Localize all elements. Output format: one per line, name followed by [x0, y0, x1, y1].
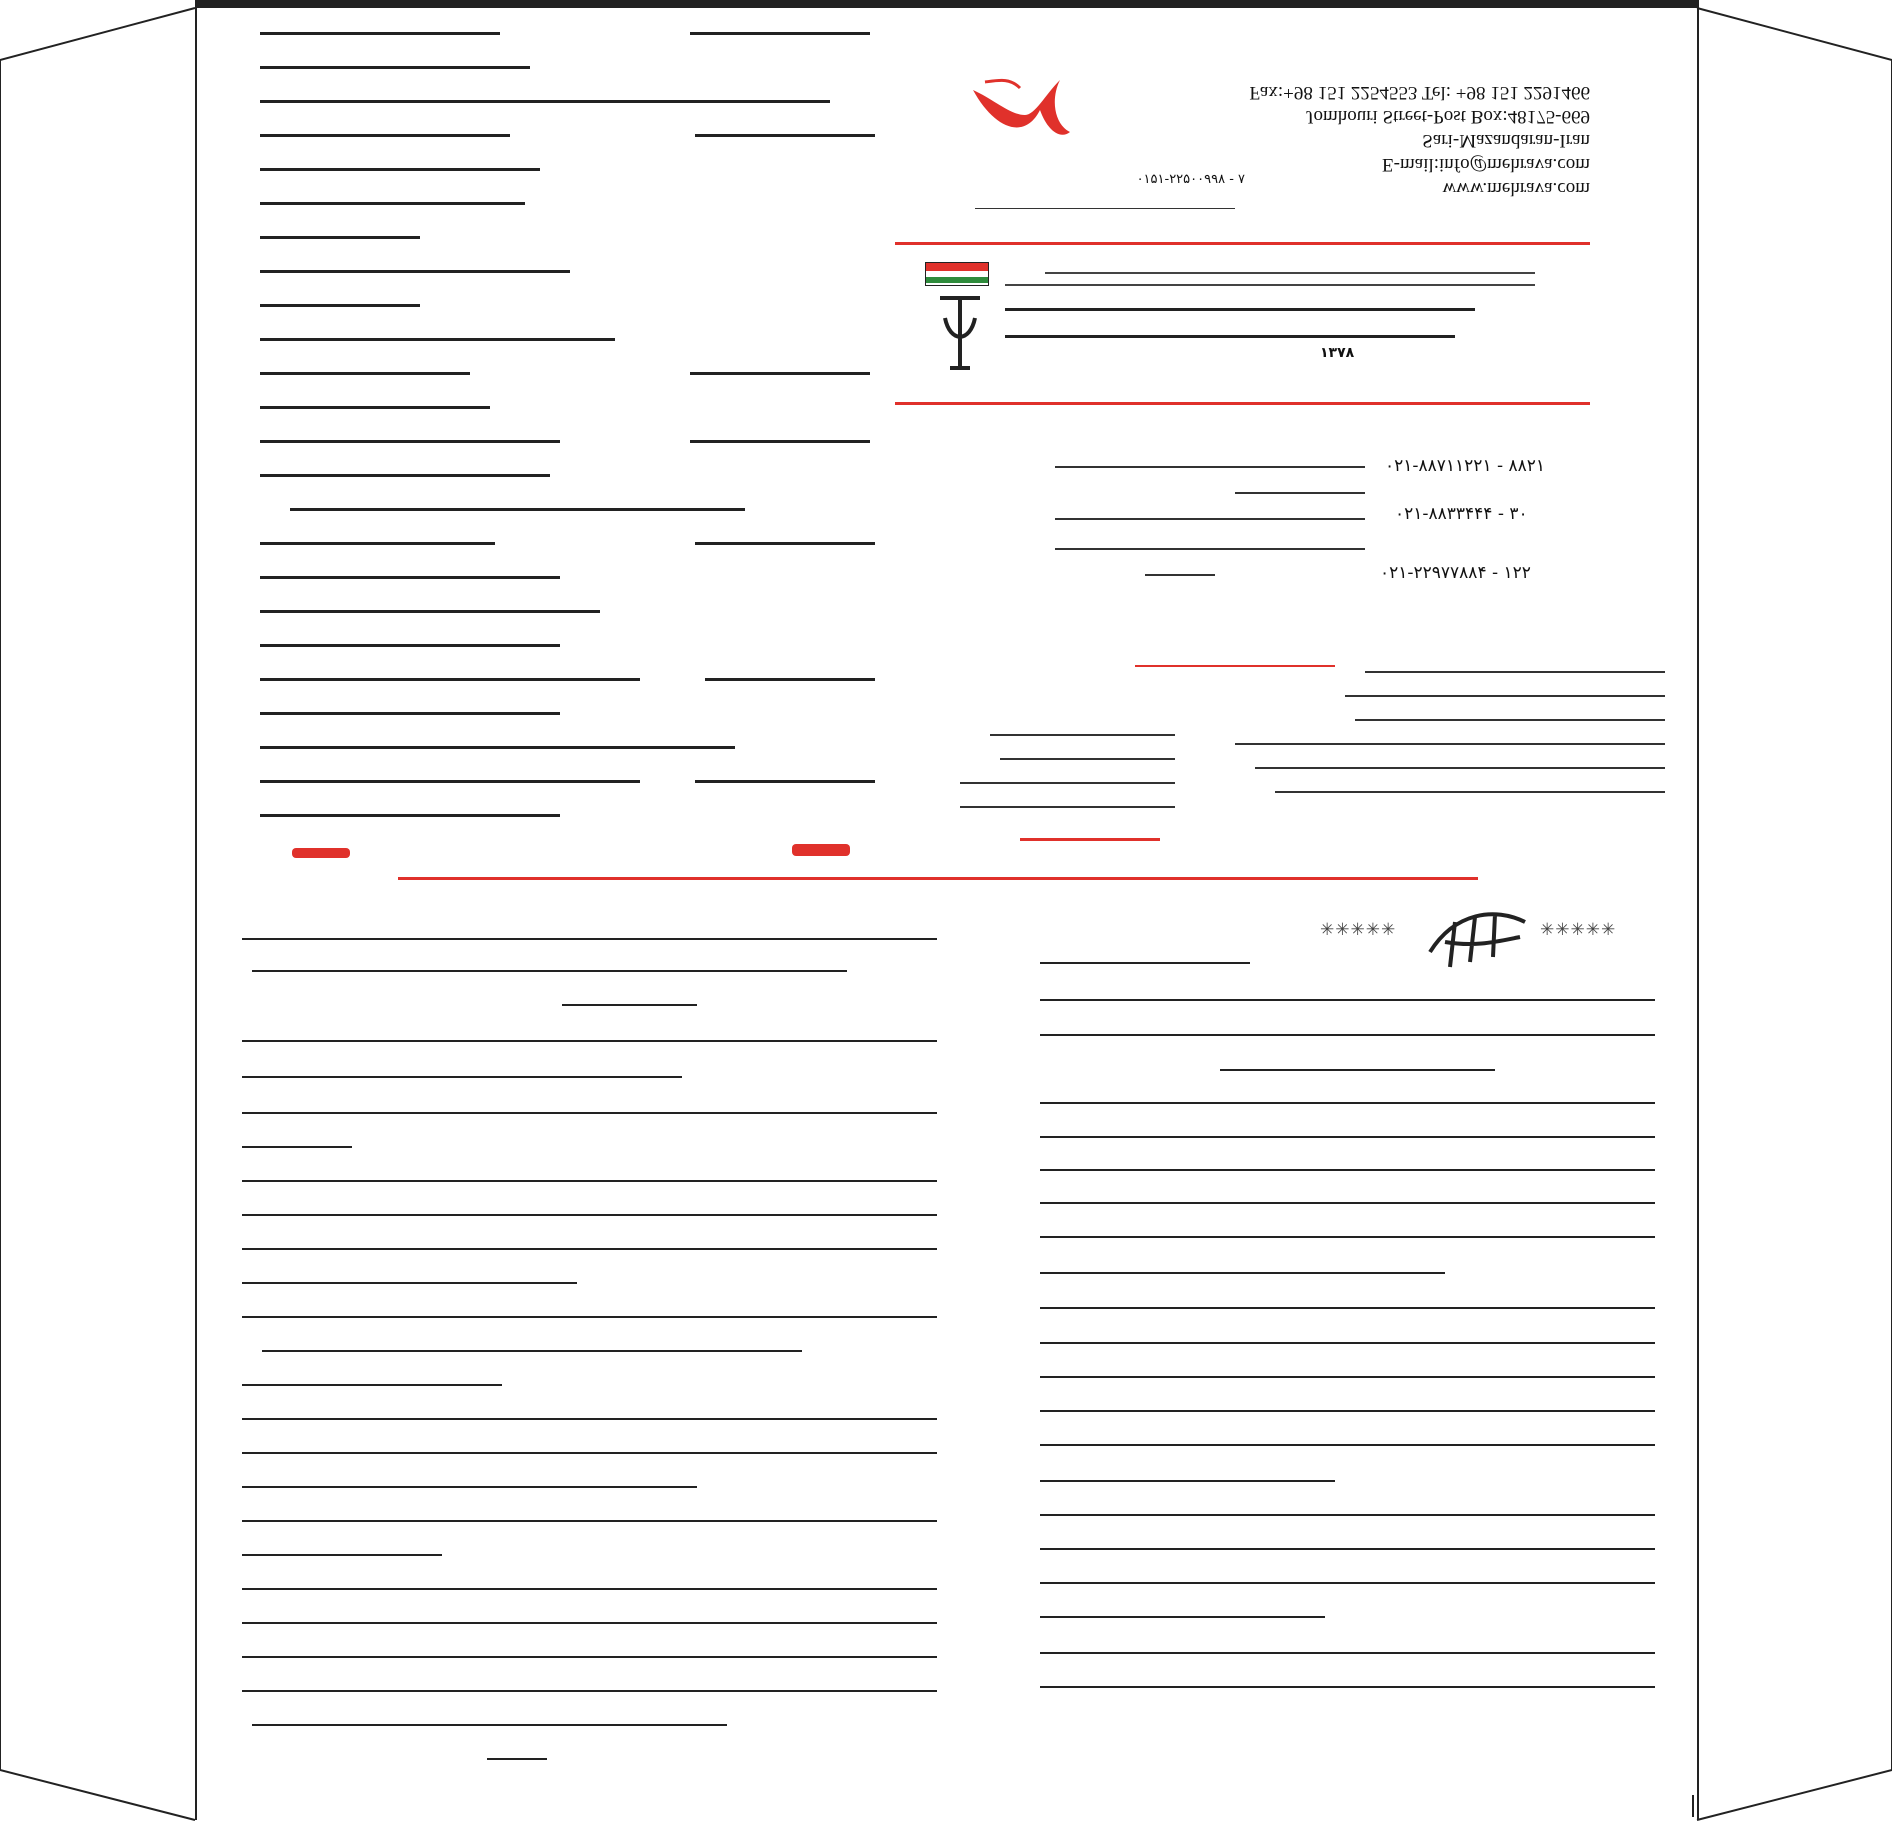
year-label: ۱۳۷۸	[1320, 345, 1355, 361]
staff-list-right	[1235, 665, 1665, 793]
red-divider-2	[895, 402, 1590, 405]
email: E-mail:info@mehrava.com	[1382, 154, 1590, 175]
address: Jomhouri Street-Post Box:48175-669	[1306, 106, 1590, 127]
calligraphy-emblem-icon	[930, 288, 990, 378]
red-label-left	[292, 848, 350, 858]
red-wave-logo-icon	[965, 70, 1075, 145]
article-left-column	[242, 925, 942, 1785]
scribble-line-1	[975, 196, 1235, 209]
stars-left: ✳✳✳✳✳	[1320, 920, 1397, 940]
red-label-center	[792, 844, 850, 856]
phone-number-3: ۰۲۱-۲۲۹۷۷۸۸۴ - ۱۲۲	[1380, 563, 1531, 583]
main-red-divider	[398, 877, 1478, 880]
city: Sari-Mazandaran-Iran	[1422, 130, 1590, 151]
article-right-column	[1035, 955, 1660, 1715]
phone-number-2: ۰۲۱-۸۸۳۳۴۴۴ - ۳۰	[1395, 504, 1528, 524]
phone-number-1: ۰۲۱-۸۸۷۱۱۲۲۱ - ۸۸۲۱	[1385, 456, 1546, 476]
website: www.mehrava.com	[1442, 178, 1590, 199]
flag-badge-icon	[925, 262, 989, 286]
numbered-list	[260, 20, 880, 836]
red-signature-label	[1020, 838, 1160, 841]
staff-list-middle	[960, 728, 1175, 830]
phone-line-1: ۰۱۵۱-۲۲۵۰۰۹۹۸ - ۷	[1136, 172, 1245, 187]
fax-tel: Fax:+98 151 2254553 Tel: +98 151 2291466	[1249, 82, 1590, 103]
stars-right: ✳✳✳✳✳	[1540, 920, 1617, 940]
red-divider-1	[895, 242, 1590, 245]
phone-block-scribbles	[1055, 460, 1365, 576]
emblem-text-lines	[1005, 268, 1535, 338]
right-margin-mark	[1692, 1795, 1694, 1817]
